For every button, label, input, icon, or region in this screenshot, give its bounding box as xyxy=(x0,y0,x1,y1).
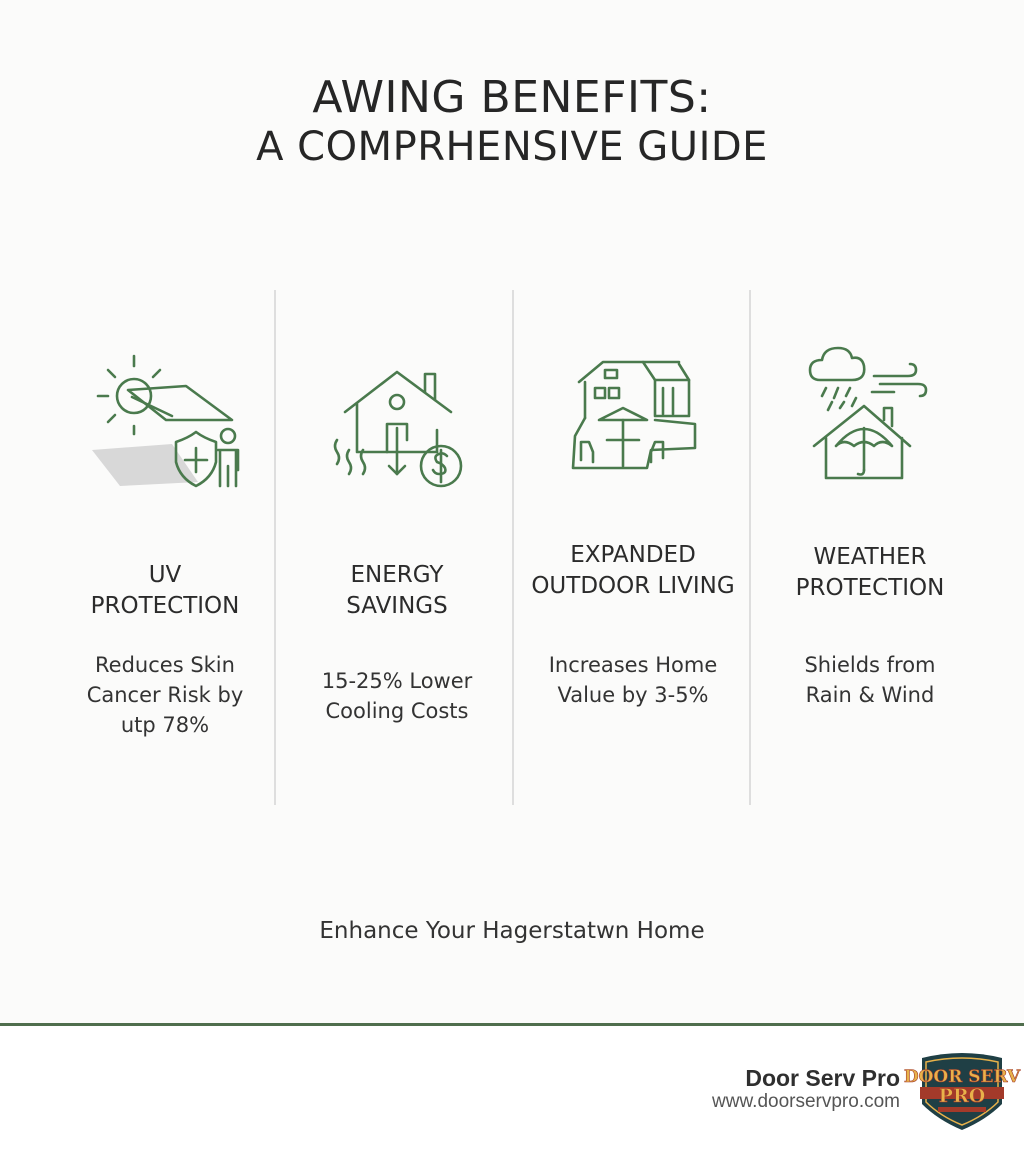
sun-awning-shield-person-icon xyxy=(92,352,242,492)
benefit-heading: WEATHER PROTECTION xyxy=(795,544,945,601)
column-divider xyxy=(512,290,514,805)
page-title-line-2: A COMPRHENSIVE GUIDE xyxy=(256,124,768,170)
benefit-description: Reduces Skin Cancer Risk by utp 78% xyxy=(86,653,244,737)
brand-name: Door Serv Pro xyxy=(745,1065,900,1091)
svg-text:DOOR SERV: DOOR SERV xyxy=(903,1067,1021,1087)
page-title-line-1: AWING BENEFITS: xyxy=(312,72,712,123)
benefit-description: 15-25% Lower Cooling Costs xyxy=(321,669,473,723)
benefit-description: Shields from Rain & Wind xyxy=(804,653,936,707)
benefit-description: Increases Home Value by 3-5% xyxy=(548,653,718,707)
svg-text:PRO: PRO xyxy=(938,1085,986,1107)
house-rain-wind-umbrella-icon xyxy=(808,342,928,486)
house-heat-dollar-icon xyxy=(329,370,469,490)
house-patio-umbrella-icon xyxy=(569,358,699,474)
benefit-heading: EXPANDED OUTDOOR LIVING xyxy=(531,542,735,599)
brand-url[interactable]: www.doorservpro.com xyxy=(712,1091,900,1112)
door-serv-pro-logo xyxy=(903,1050,1021,1132)
benefit-heading: UV PROTECTION xyxy=(90,562,240,619)
tagline: Enhance Your Hagerstatwn Home xyxy=(319,918,705,944)
benefit-heading: ENERGY SAVINGS xyxy=(346,562,448,619)
